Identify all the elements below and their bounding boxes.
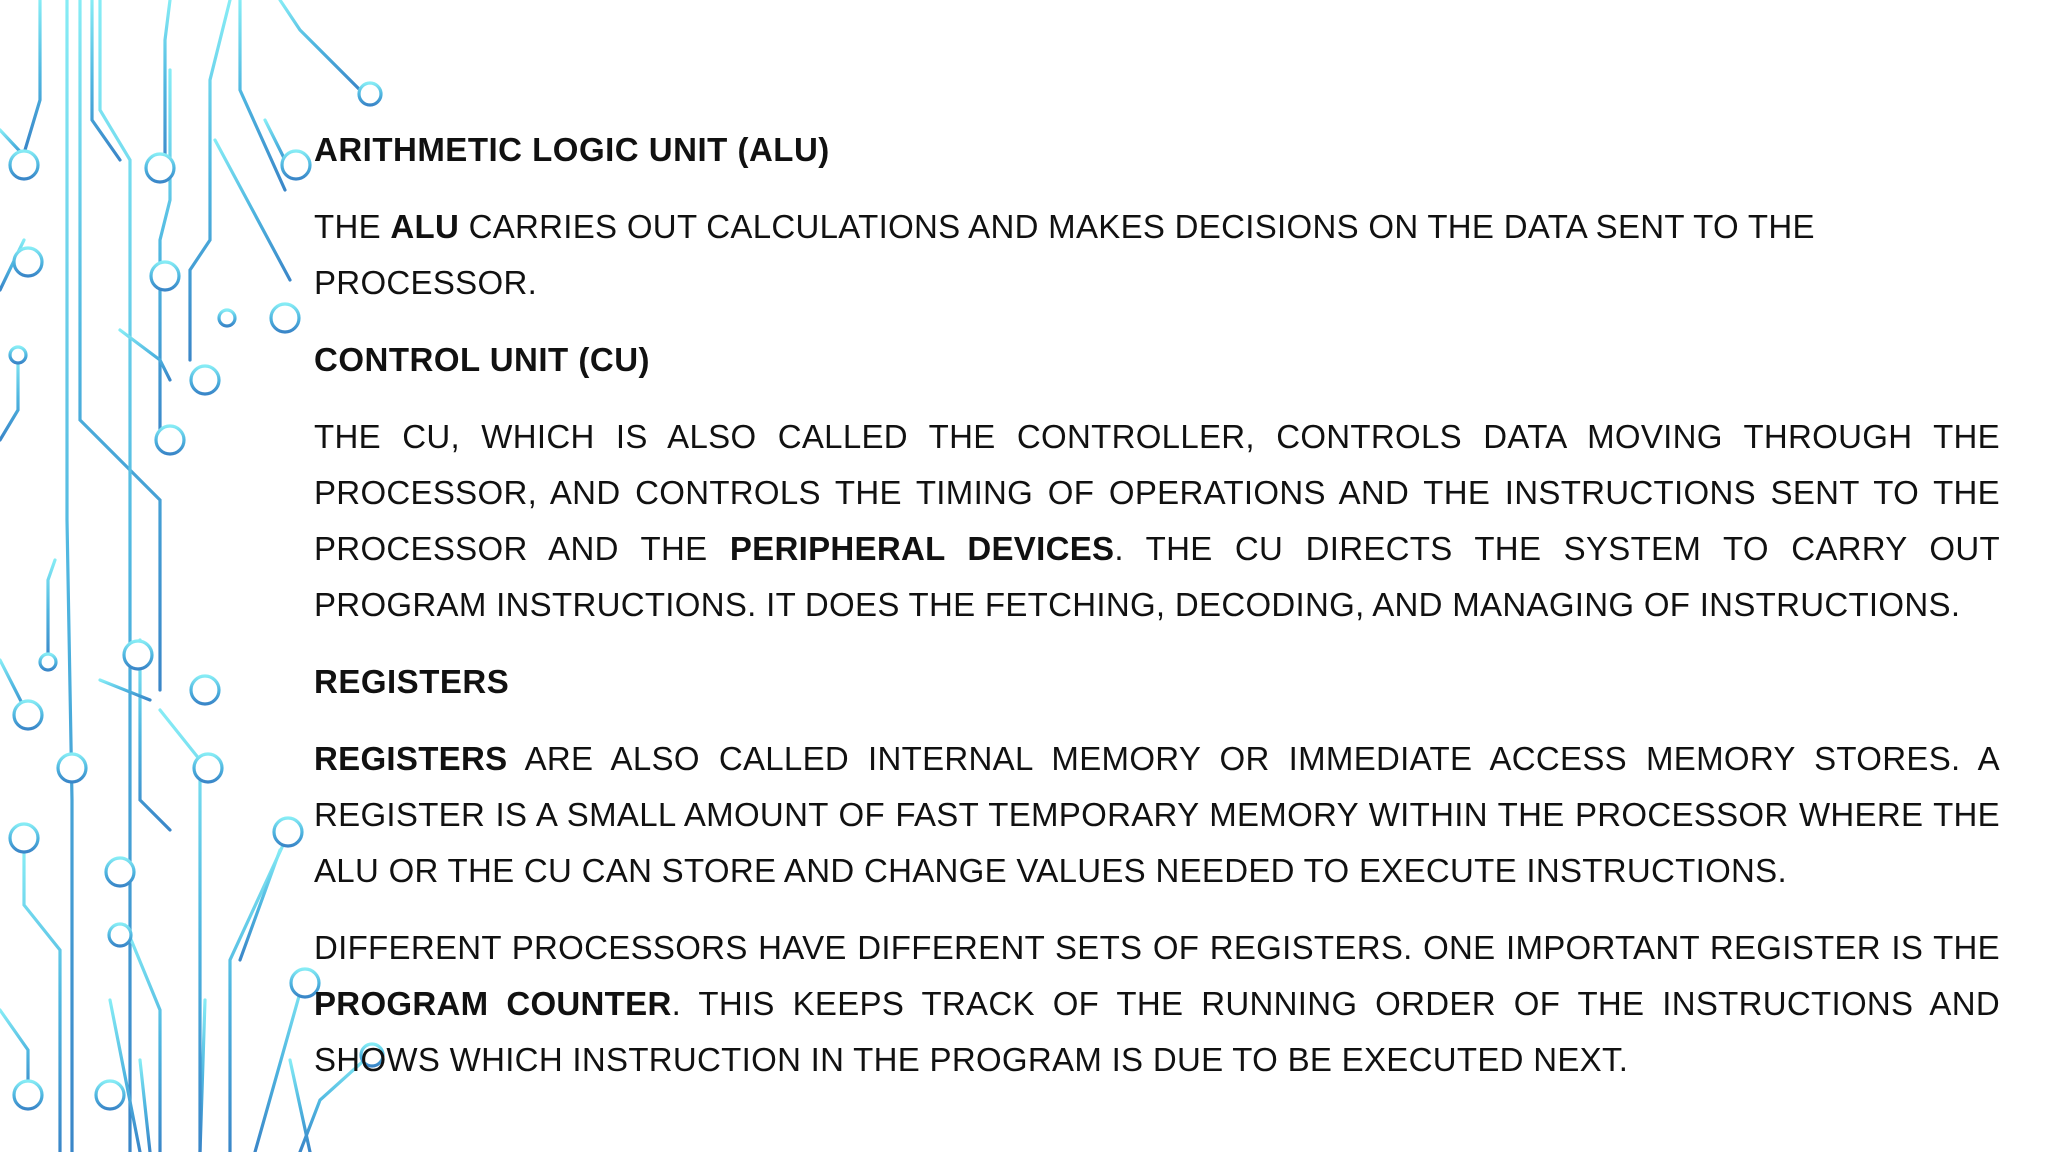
pc-text-part-1: DIFFERENT PROCESSORS HAVE DIFFERENT SETS OF REGISTERS. ONE IMPORTANT REGISTER IS THE xyxy=(314,929,2000,966)
pc-text-part-2: . THIS KEEPS TRACK OF THE RUNNING ORDER OF THE INSTRUCTIONS AND SHOWS WHICH INSTRUCTION IN THE PROGRAM IS DUE TO BE EXECUTED NEXT. xyxy=(314,985,2000,1078)
section-heading-alu: ARITHMETIC LOGIC UNIT (ALU) xyxy=(314,131,830,168)
alu-text-part-2: CARRIES OUT CALCULATIONS AND MAKES DECISIONS ON THE DATA SENT TO THE PROCESSOR. xyxy=(314,208,1815,301)
pc-bold-term: PROGRAM COUNTER xyxy=(314,985,672,1022)
alu-text-part-1: THE xyxy=(314,208,391,245)
registers-bold-term: REGISTERS xyxy=(314,740,508,777)
cu-description xyxy=(314,409,2000,633)
section-heading-cu: CONTROL UNIT (CU) xyxy=(314,341,651,378)
registers-text: ARE ALSO CALLED INTERNAL MEMORY OR IMMEDIATE ACCESS MEMORY STORES. A REGISTER IS A SMALL AMOUNT OF FAST TEMPORARY MEMORY WITHIN THE PROCESSOR WHERE THE ALU OR THE CU CAN STORE AND CHANGE VALUES NEEDED TO EXECUTE INSTRUCTIONS. xyxy=(314,740,2000,889)
registers-description xyxy=(314,731,2000,899)
slide-content xyxy=(314,122,2000,1109)
alu-description xyxy=(314,199,2000,311)
alu-bold-term: ALU xyxy=(390,208,460,245)
program-counter-description xyxy=(314,920,2000,1088)
cu-bold-term: PERIPHERAL DEVICES xyxy=(729,530,1115,567)
cu-text-part-1: THE CU, WHICH IS ALSO CALLED THE CONTROLLER, CONTROLS DATA MOVING THROUGH THE PROCESSOR, AND CONTROLS THE TIMING OF OPERATIONS AND THE INSTRUCTIONS SENT TO THE PROCESSOR AND THE xyxy=(314,418,2000,567)
cu-text-part-2: . THE CU DIRECTS THE SYSTEM TO CARRY OUT PROGRAM INSTRUCTIONS. IT DOES THE FETCHING, DECODING, AND MANAGING OF INSTRUCTIONS. xyxy=(314,530,2000,623)
section-heading-registers: REGISTERS xyxy=(314,663,510,700)
